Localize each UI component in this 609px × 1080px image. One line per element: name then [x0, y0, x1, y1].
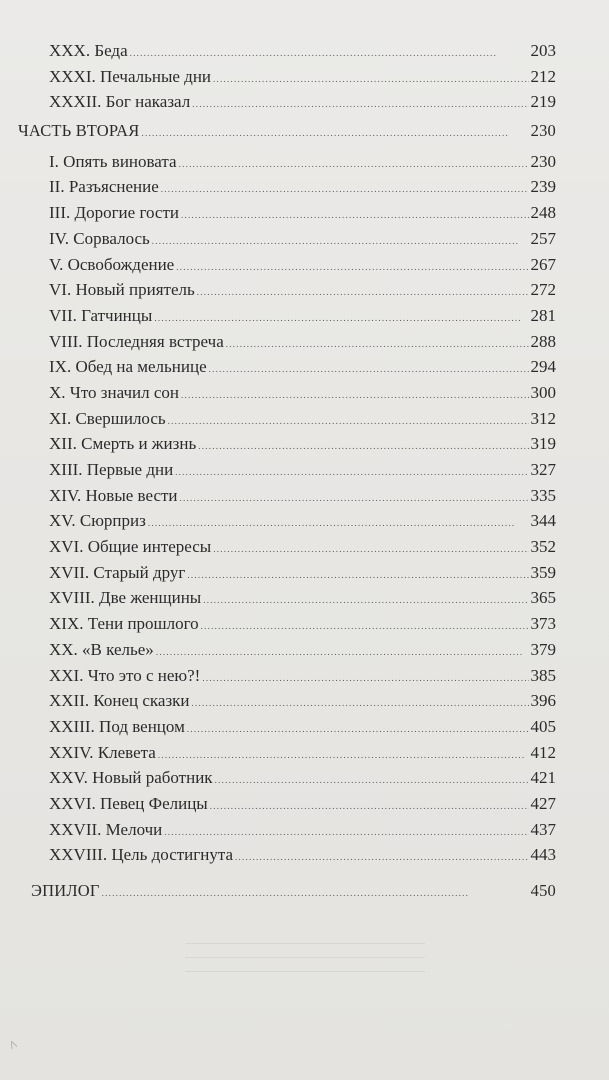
chapter-title: XVI. Общие интересы: [49, 537, 212, 557]
chapter-page-number: 219: [530, 92, 556, 112]
toc-entry: [49, 534, 556, 560]
chapter-page-number: 344: [530, 511, 556, 531]
leader-dots: [168, 406, 529, 435]
chapter-page-number: 405: [530, 716, 556, 736]
chapter-page-number: 437: [530, 819, 556, 839]
toc-entry: [49, 174, 556, 200]
leader-dots: [197, 277, 529, 306]
leader-dots: [235, 842, 528, 871]
chapter-page-number: 272: [530, 280, 556, 300]
part-page-number: 230: [530, 121, 556, 141]
chapter-page-number: 288: [530, 331, 556, 351]
chapter-title: XIII. Первые дни: [49, 460, 174, 479]
toc-entry: [49, 380, 556, 406]
chapter-title: XXXI. Печальные дни: [49, 66, 212, 86]
toc-entry: [49, 149, 556, 175]
chapter-page-number: 365: [530, 588, 556, 608]
toc-entry: [49, 817, 556, 843]
toc-entry: [49, 791, 556, 817]
chapter-page-number: 230: [530, 151, 556, 171]
chapter-title: VIII. Последняя встреча: [49, 331, 224, 351]
toc-top-entries: [0, 38, 609, 115]
toc-entry: [49, 663, 556, 689]
chapter-title: XII. Смерть и жизнь: [49, 434, 197, 454]
chapter-title: XXIII. Под венцом: [49, 716, 185, 736]
chapter-title: XVII. Старый друг: [49, 562, 186, 582]
leader-dots: [158, 740, 529, 769]
chapter-title: VII. Гатчинцы: [49, 305, 153, 325]
chapter-title: XXX. Беда: [49, 41, 128, 60]
chapter-page-number: 352: [530, 537, 556, 557]
toc-entry: [49, 842, 556, 868]
chapter-page-number: 248: [530, 203, 556, 223]
chapter-page-number: 412: [530, 742, 556, 762]
toc-entry: [49, 688, 556, 714]
toc-entry: [49, 560, 556, 586]
toc-part-two-entries: [0, 149, 609, 868]
toc-entry: [49, 714, 556, 740]
toc-entry: [49, 406, 556, 432]
chapter-page-number: 327: [530, 460, 556, 479]
leader-dots: [202, 663, 528, 692]
chapter-title: XIX. Тени прошлого: [49, 614, 199, 634]
chapter-page-number: 212: [530, 66, 556, 86]
toc-entry: [49, 637, 556, 663]
toc-entry: [49, 611, 556, 637]
leader-dots: [203, 585, 528, 614]
toc-entry: [49, 252, 556, 278]
leader-dots: [154, 303, 528, 332]
chapter-title: XVIII. Две женщины: [49, 588, 202, 608]
chapter-page-number: 373: [530, 614, 556, 634]
corner-mark: Λ: [7, 1039, 19, 1052]
chapter-title: XXV. Новый работник: [49, 768, 213, 788]
toc-entry: [49, 89, 556, 115]
chapter-title: IV. Сорвалось: [49, 228, 150, 248]
chapter-title: XV. Сюрприз: [49, 511, 146, 531]
chapter-page-number: 335: [530, 485, 556, 505]
leader-dots: [130, 38, 529, 67]
leader-dots: [181, 200, 529, 229]
chapter-title: II. Разъяснение: [49, 177, 159, 197]
leader-dots: [180, 483, 529, 512]
chapter-page-number: 239: [530, 177, 556, 197]
part-title: ЧАСТЬ ВТОРАЯ: [18, 121, 140, 141]
leader-dots: [192, 89, 528, 118]
leader-dots: [148, 508, 529, 537]
chapter-page-number: 300: [530, 382, 556, 402]
chapter-title: IX. Обед на мельнице: [49, 357, 207, 377]
toc-epilogue: [31, 878, 556, 904]
chapter-page-number: 427: [530, 793, 556, 813]
toc-entry: [49, 508, 556, 534]
toc-entry: [49, 585, 556, 611]
leader-dots: [213, 534, 528, 563]
chapter-title: XXVIII. Цель достигнута: [49, 845, 234, 865]
leader-dots: [198, 431, 528, 460]
chapter-page-number: 396: [530, 691, 556, 711]
leader-dots: [181, 380, 529, 409]
leader-dots: [152, 226, 529, 255]
toc-entry: [49, 329, 556, 355]
chapter-page-number: 443: [530, 845, 556, 865]
chapter-title: XIV. Новые вести: [49, 485, 178, 505]
chapter-title: III. Дорогие гости: [49, 203, 179, 223]
chapter-title: I. Опять виновата: [49, 151, 177, 171]
chapter-page-number: 359: [530, 562, 556, 582]
chapter-page-number: 267: [530, 254, 556, 274]
leader-dots: [187, 714, 529, 743]
chapter-page-number: 294: [530, 357, 556, 377]
chapter-title: XXII. Конец сказки: [49, 691, 190, 711]
chapter-title: XI. Свершилось: [49, 408, 166, 428]
chapter-title: X. Что значил сон: [49, 382, 179, 402]
leader-dots: [179, 149, 529, 178]
chapter-title: XXVI. Певец Фелицы: [49, 793, 208, 813]
toc-entry: [49, 765, 556, 791]
toc-part-two-heading: [18, 118, 556, 144]
chapter-page-number: 312: [530, 408, 556, 428]
leader-dots: [141, 118, 528, 147]
chapter-page-number: 203: [530, 41, 556, 60]
leader-dots: [210, 791, 529, 820]
toc-entry: [49, 38, 556, 64]
leader-dots: [209, 354, 529, 383]
epilogue-page-number: 450: [530, 881, 556, 900]
leader-dots: [192, 688, 529, 717]
leader-dots: [175, 457, 528, 486]
leader-dots: [156, 637, 529, 666]
toc-entry: [49, 483, 556, 509]
chapter-page-number: 421: [530, 768, 556, 788]
chapter-title: XXVII. Мелочи: [49, 819, 163, 839]
chapter-title: XXI. Что это с нею?!: [49, 665, 201, 685]
leader-dots: [164, 817, 528, 846]
table-of-contents: [0, 38, 609, 904]
leader-dots: [213, 64, 528, 93]
toc-entry: [49, 277, 556, 303]
leader-dots: [215, 765, 529, 794]
chapter-title: XX. «В келье»: [49, 639, 154, 659]
chapter-page-number: 385: [530, 665, 556, 685]
epilogue-title: ЭПИЛОГ: [31, 881, 100, 900]
leader-dots: [187, 560, 528, 589]
chapter-title: XXIV. Клевета: [49, 742, 156, 762]
leader-dots: [176, 252, 528, 281]
leader-dots: [102, 878, 529, 907]
toc-entry: [49, 457, 556, 483]
leader-dots: [161, 174, 529, 203]
toc-entry: [49, 200, 556, 226]
toc-entry: [49, 431, 556, 457]
chapter-page-number: 379: [530, 639, 556, 659]
chapter-page-number: 281: [530, 305, 556, 325]
toc-entry: [49, 740, 556, 766]
toc-entry: [49, 226, 556, 252]
toc-entry: [49, 64, 556, 90]
chapter-page-number: 319: [530, 434, 556, 454]
leader-dots: [226, 329, 529, 358]
show-through-text: [185, 935, 425, 980]
chapter-page-number: 257: [530, 228, 556, 248]
chapter-title: XXXII. Бог наказал: [49, 92, 191, 112]
chapter-title: VI. Новый приятель: [49, 280, 195, 300]
chapter-title: V. Освобождение: [49, 254, 175, 274]
leader-dots: [201, 611, 529, 640]
toc-entry: [49, 354, 556, 380]
toc-entry: [49, 303, 556, 329]
